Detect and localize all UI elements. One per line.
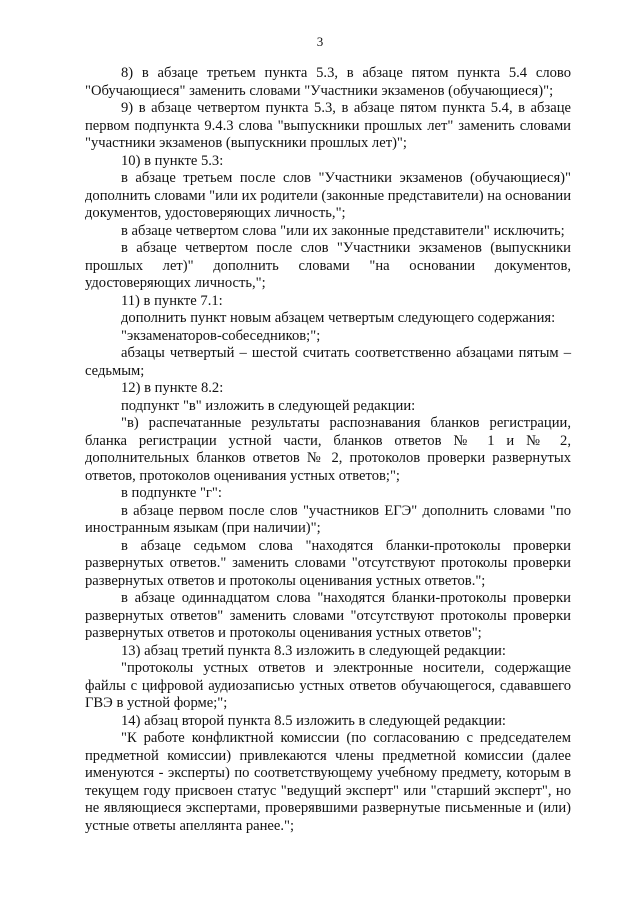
paragraph: абзацы четвертый – шестой считать соответственно абзацами пятым – седьмым;	[85, 345, 571, 379]
page-number: 3	[316, 34, 324, 49]
paragraph: в абзаце седьмом слова "находятся бланки-протоколы проверки развернутых ответов." заменить словами "отсутствуют протоколы проверки развернутых ответов и протоколы оценивания устных ответов.";	[85, 537, 571, 589]
document-body	[85, 65, 571, 835]
paragraph: подпункт "в" изложить в следующей редакции:	[121, 397, 416, 414]
paragraph: 10) в пункте 5.3:	[121, 152, 224, 169]
paragraph: "экзаменаторов-собеседников;";	[121, 327, 321, 344]
paragraph: в абзаце одиннадцатом слова "находятся бланки-протоколы проверки развернутых ответов" заменить словами "отсутствуют протоколы проверки развернутых ответов и протоколы оценивания устных ответов";	[85, 590, 571, 641]
paragraph: 8) в абзаце третьем пункта 5.3, в абзаце пятом пункта 5.4 слово "Обучающиеся" заменить словами "Участники экзаменов (обучающиеся)";	[85, 65, 571, 99]
paragraph: 9) в абзаце четвертом пункта 5.3, в абзаце пятом пункта 5.4, в абзаце первом подпункта 9.4.3 слова "выпускники прошлых лет" заменить словами "участники экзаменов (выпускники прошлых лет)";	[85, 100, 571, 151]
paragraph: "в) распечатанные результаты распознавания бланков регистрации, бланка регистрации устной части, бланков ответов № 1 и № 2, дополнительных бланков ответов № 2, протоколов проверки развернутых ответов, протоколов оценивания устных ответов;";	[85, 415, 571, 484]
paragraph: "К работе конфликтной комиссии (по согласованию с председателем предметной комиссии) привлекаются члены предметной комиссии (далее именуются - эксперты) по соответствующему учебному предмету, которым в текущем году присвоен статус "ведущий эксперт" или "старший эксперт", но не являющиеся экспертами, проверявшими развернутые письменные и (или) устные ответы апеллянта ранее.";	[85, 730, 571, 834]
paragraph: в подпункте "г":	[121, 485, 222, 501]
paragraph: 11) в пункте 7.1:	[121, 292, 223, 309]
paragraph: "протоколы устных ответов и электронные носители, содержащие файлы с цифровой аудиозаписью устных ответов обучающегося, сдававшего ГВЭ в устной форме;";	[85, 660, 571, 711]
paragraph: в абзаце четвертом слова "или их законные представители" исключить;	[121, 222, 565, 239]
paragraph: в абзаце первом после слов "участников ЕГЭ" дополнить словами "по иностранным языкам (при наличии)";	[85, 502, 571, 536]
paragraph: 14) абзац второй пункта 8.5 изложить в следующей редакции:	[121, 712, 506, 729]
paragraph: дополнить пункт новым абзацем четвертым следующего содержания:	[121, 310, 556, 326]
paragraph: в абзаце четвертом после слов "Участники экзаменов (выпускники прошлых лет)" дополнить словами "на основании документов, удостоверяющих личность,";	[85, 240, 571, 291]
paragraph: 13) абзац третий пункта 8.3 изложить в следующей редакции:	[121, 642, 506, 659]
paragraph: 12) в пункте 8.2:	[121, 380, 224, 396]
paragraph: в абзаце третьем после слов "Участники экзаменов (обучающиеся)" дополнить словами "или их родители (законные представители) на основании документов, удостоверяющих личность,";	[85, 170, 571, 221]
